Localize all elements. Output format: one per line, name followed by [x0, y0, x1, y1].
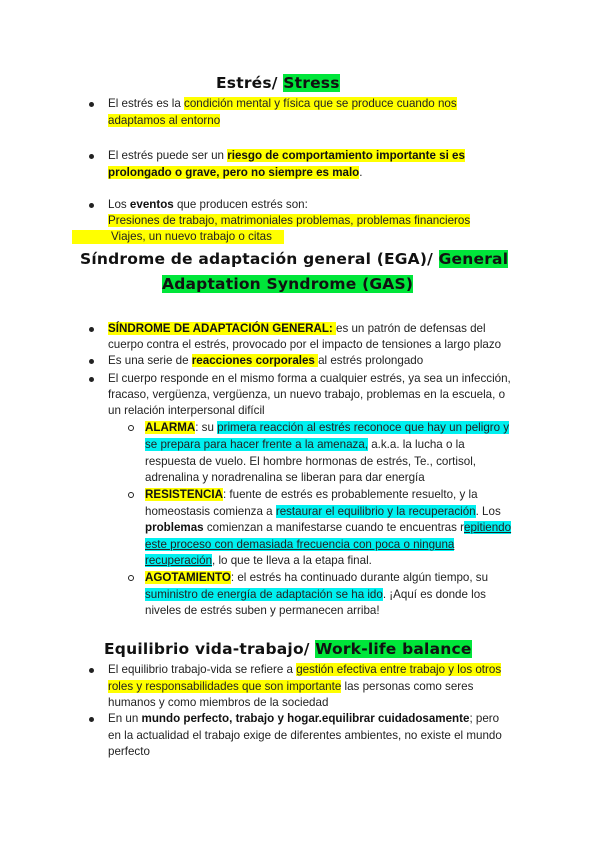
resistance-line1: RESISTENCIA: fuente de estrés es probablemente resuelto, y la	[145, 488, 478, 501]
circle-bullet-icon	[128, 575, 134, 581]
bullet-icon	[89, 154, 94, 159]
work-life-line1: El equilibrio trabajo-vida se refiere a gestión efectiva entre trabajo y los otros	[108, 663, 502, 676]
alarm-line3: respuesta de vuelo. El hombre hormonas de estrés, Te., cortisol,	[145, 455, 477, 468]
resistance-line5: recuperación, lo que te lleva a la etapa final.	[145, 554, 372, 567]
perfect-world-line1: En un mundo perfecto, trabajo y hogar.equilibrar cuidadosamente; pero	[108, 712, 500, 725]
bullet-icon	[89, 377, 94, 382]
perfect-world-line2: en la actualidad el trabajo exige de diferentes ambientes, no existe el mundo	[108, 729, 502, 742]
stress-definition-line2: adaptamos al entorno	[108, 114, 221, 127]
gas-body-line2: fracaso, vergüenza, vergüenza, un nuevo trabajo, problemas en la escuela, o	[108, 388, 506, 401]
stress-events-line3: Viajes, un nuevo trabajo o citas	[111, 230, 272, 243]
heading-work-life	[104, 640, 472, 658]
stress-risk-line2: prolongado o grave, pero no siempre es malo.	[108, 166, 363, 179]
work-life-line2: roles y responsabilidades que son importante las personas como seres	[108, 680, 474, 693]
resistance-line3: problemas comienzan a manifestarse cuando te encuentras repitiendo	[145, 521, 512, 534]
gas-definition-line2: cuerpo contra el estrés, provocado por el impacto de tensiones a largo plazo	[108, 338, 502, 351]
stress-events-line2: Presiones de trabajo, matrimoniales problemas, problemas financieros	[108, 214, 471, 227]
stress-definition-line1: El estrés es la condición mental y física que se produce cuando nos	[108, 97, 457, 110]
heading-gas-line2: Adaptation Syndrome (GAS)	[162, 275, 414, 293]
bullet-icon	[89, 717, 94, 722]
heading-gas-es: Síndrome de adaptación general (EGA)/	[80, 250, 439, 268]
circle-bullet-icon	[128, 425, 134, 431]
heading-work-life-en: Work-life balance	[315, 640, 472, 658]
alarm-line4: adrenalina y noradrenalina se liberan para dar energía	[145, 471, 425, 484]
bullet-icon	[89, 668, 94, 673]
gas-reactions-line: Es una serie de reacciones corporales al estrés prolongado	[108, 354, 424, 367]
gas-body-line3: un relación interpersonal difícil	[108, 404, 265, 417]
work-life-line3: humanos y como miembros de la sociedad	[108, 696, 329, 709]
bullet-icon	[89, 203, 94, 208]
gas-definition-line1: SÍNDROME DE ADAPTACIÓN GENERAL: es un patrón de defensas del	[108, 322, 486, 335]
bullet-icon	[89, 359, 94, 364]
resistance-line4: este proceso con demasiada frecuencia con poca o ninguna	[145, 538, 455, 551]
stress-risk-line1: El estrés puede ser un riesgo de comportamiento importante si es	[108, 149, 465, 162]
stress-events-line1: Los eventos que producen estrés son:	[108, 198, 308, 211]
heading-stress	[216, 74, 340, 92]
resistance-line2: homeostasis comienza a restaurar el equilibrio y la recuperación. Los	[145, 505, 501, 518]
heading-stress-en: Stress	[283, 74, 340, 92]
gas-body-line1: El cuerpo responde en el mismo forma a cualquier estrés, ya sea un infección,	[108, 372, 511, 385]
heading-stress-es: Estrés/	[216, 74, 284, 92]
heading-gas	[80, 250, 508, 268]
exhaustion-line3: niveles de estrés suben y permanecen arriba!	[145, 604, 380, 617]
heading-work-life-es: Equilibrio vida-trabajo/	[104, 640, 316, 658]
alarm-line2: se prepara para hacer frente a la amenaza, a.k.a. la lucha o la	[145, 438, 465, 451]
bullet-icon	[89, 327, 94, 332]
perfect-world-line3: perfecto	[108, 745, 150, 758]
heading-gas-en: General	[438, 250, 509, 268]
bullet-icon	[89, 102, 94, 107]
exhaustion-line1: AGOTAMIENTO: el estrés ha continuado durante algún tiempo, su	[145, 571, 489, 584]
circle-bullet-icon	[128, 492, 134, 498]
alarm-line1: ALARMA: su primera reacción al estrés reconoce que hay un peligro y	[145, 421, 510, 434]
exhaustion-line2: suministro de energía de adaptación se ha ido. ¡Aquí es donde los	[145, 588, 486, 601]
